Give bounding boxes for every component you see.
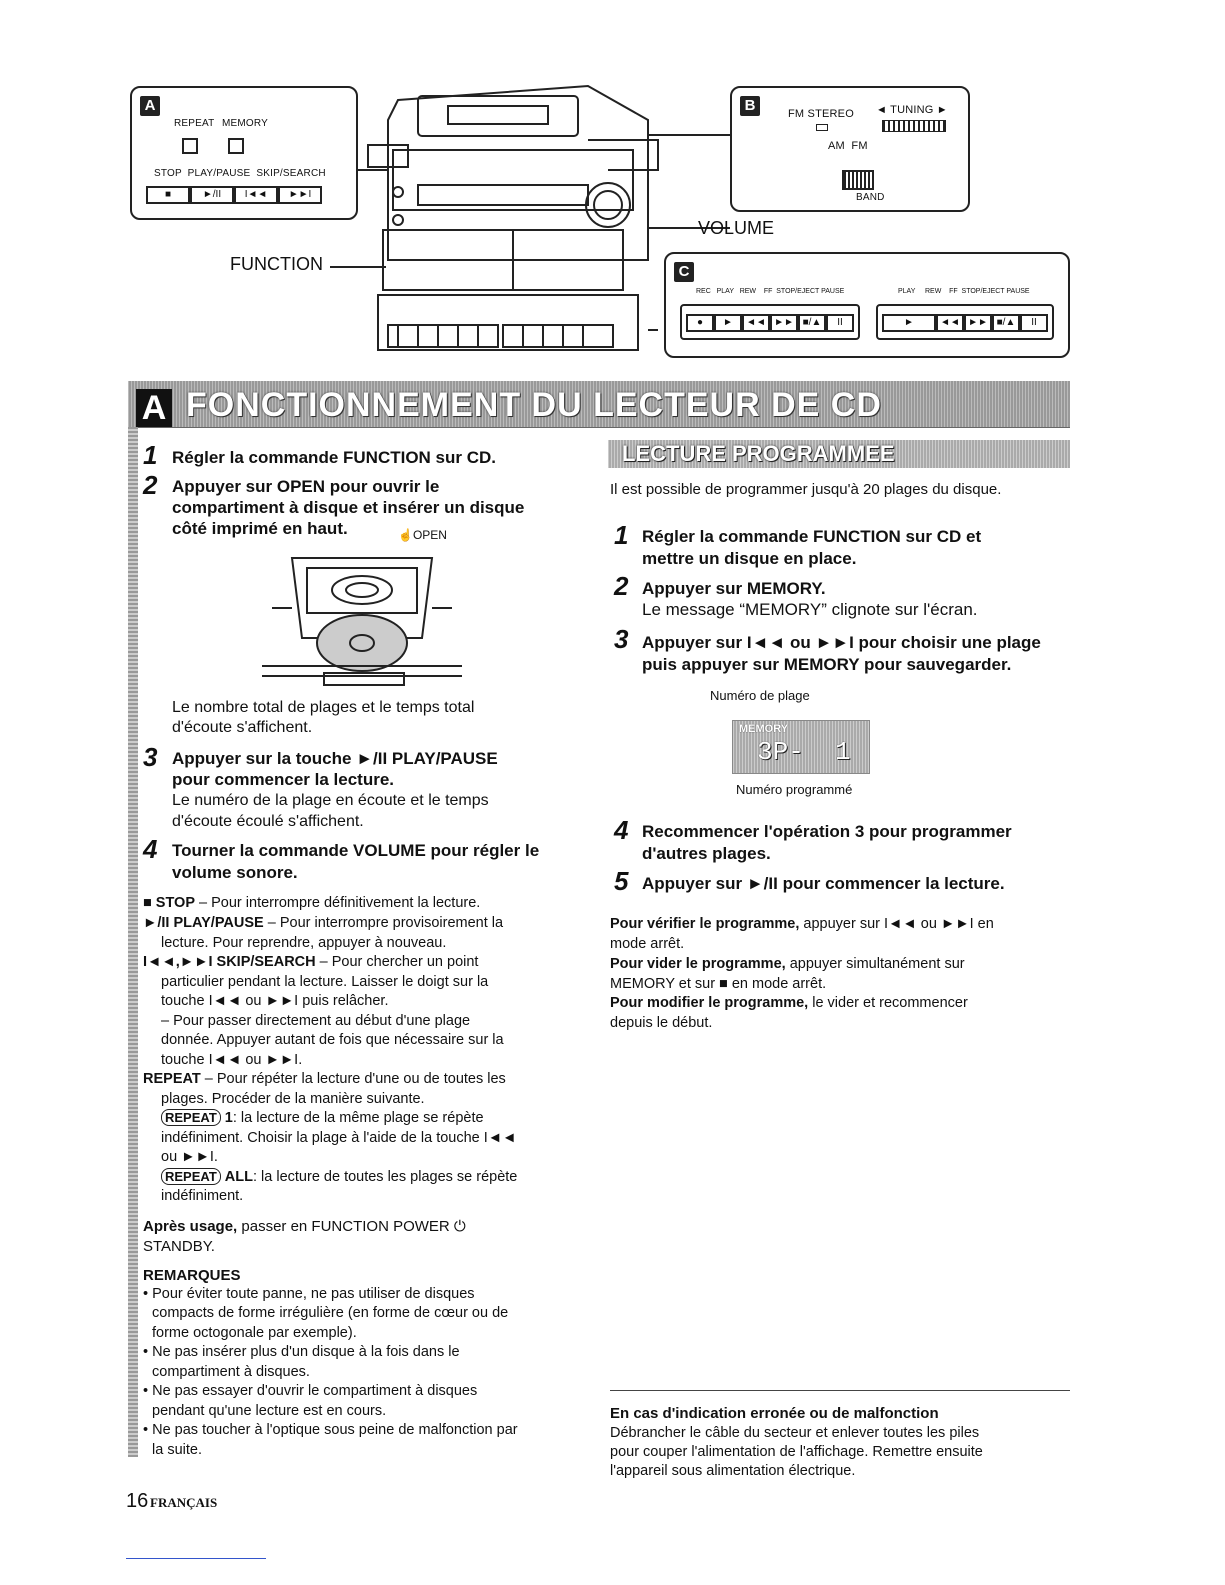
remark1-line1: • Pour éviter toute panne, ne pas utiliser de disques	[143, 1286, 475, 1302]
function-label: FUNCTION	[230, 254, 323, 274]
prog-step1-number: 1	[614, 520, 629, 550]
clear-text: appuyer simultanément sur	[785, 956, 965, 972]
program-intro: Il est possible de programmer jusqu'à 20 plages du disque.	[610, 481, 1002, 498]
verify-text: appuyer sur I◄◄ ou ►►I en	[799, 916, 994, 932]
am-fm-label: AM FM	[828, 140, 868, 152]
modify-text: le vider et recommencer	[808, 995, 968, 1011]
modify-line2: depuis le début.	[610, 1015, 713, 1031]
prog-step4-line1: Recommencer l'opération 3 pour programmer	[642, 822, 1012, 841]
repeat-key-name: REPEAT	[143, 1071, 201, 1087]
panel-a	[130, 86, 358, 220]
cd-keys-labels: STOP PLAY/PAUSE SKIP/SEARCH	[154, 168, 326, 179]
section-header	[128, 381, 1070, 428]
left-margin-bar	[128, 427, 138, 1457]
sub-header-title: LECTURE PROGRAMMEE	[622, 441, 895, 466]
repeatall-desc	[161, 1168, 517, 1187]
deck2-ff-key: ►►	[964, 314, 992, 332]
tuning-knob-icon	[882, 120, 946, 132]
remark4-line1: • Ne pas toucher à l'optique sous peine de malfonction par	[143, 1422, 518, 1438]
deck2-pause-key: II	[1020, 314, 1048, 332]
step1-text: Régler la commande FUNCTION sur CD.	[172, 448, 497, 467]
total-info-line1: Le nombre total de plages et le temps total	[172, 699, 475, 716]
step3-line1: Appuyer sur la touche ►/II PLAY/PAUSE	[172, 749, 498, 768]
prog-step3-number: 3	[614, 624, 629, 654]
prog-step5-line1: Appuyer sur ►/II pour commencer la lecture.	[642, 874, 1005, 893]
prog-step2-line1: Appuyer sur MEMORY.	[642, 579, 826, 598]
footer-rule	[126, 1558, 266, 1559]
step2-line1: Appuyer sur OPEN pour ouvrir le	[172, 477, 440, 496]
skip-back-key: I◄◄	[234, 186, 278, 204]
after-use	[143, 1217, 466, 1236]
deck1-rew-key: ◄◄	[742, 314, 770, 332]
prog-step3-line1: Appuyer sur I◄◄ ou ►►I pour choisir une plage	[642, 633, 1041, 652]
verify-desc	[610, 915, 994, 934]
deck2-stop-eject-key: ■/▲	[992, 314, 1020, 332]
remark4-line2: la suite.	[152, 1442, 202, 1458]
tuning-label: ◄ TUNING ►	[876, 104, 948, 116]
repeat-desc	[143, 1070, 506, 1089]
band-label: BAND	[856, 192, 885, 203]
page-number: 16	[126, 1490, 149, 1512]
prog-step1-line1: Régler la commande FUNCTION sur CD et	[642, 527, 982, 546]
prog-step5-number: 5	[614, 866, 629, 896]
step4-number: 4	[143, 834, 158, 864]
device-diagram	[128, 80, 1073, 380]
panel-c-label: C	[674, 262, 694, 282]
deck1-play-key: ►	[714, 314, 742, 332]
section-letter: A	[136, 389, 172, 427]
skip-forward-key: ►►I	[278, 186, 322, 204]
prog-step2-number: 2	[614, 571, 629, 601]
remark2-line2: compartiment à disques.	[152, 1364, 310, 1380]
pp-line2: lecture. Pour reprendre, appuyer à nouveau.	[161, 935, 447, 951]
display-top-caption: Numéro de plage	[710, 688, 810, 703]
step3-line2: pour commencer la lecture.	[172, 770, 395, 789]
prog-step4-line2: d'autres plages.	[642, 844, 771, 863]
remark1-line2: compacts de forme irrégulière (en forme de cœur ou de	[152, 1305, 509, 1321]
play-pause-key: ►/II	[190, 186, 234, 204]
step2-number: 2	[143, 470, 158, 500]
stop-desc	[143, 894, 480, 913]
step3-number: 3	[143, 742, 158, 772]
cd-keys-row	[146, 184, 346, 204]
panel-a-label: A	[140, 96, 160, 116]
section-title: FONCTIONNEMENT DU LECTEUR DE CD	[186, 386, 882, 424]
remark1-line3: forme octogonale par exemple).	[152, 1325, 357, 1341]
error-line2: pour couper l'alimentation de l'affichage. Remettre ensuite	[610, 1444, 983, 1460]
deck2-keys	[876, 304, 1054, 340]
fm-stereo-indicator-icon	[816, 124, 828, 131]
repeat-label: REPEAT	[174, 118, 215, 129]
repeat-button-icon	[182, 138, 198, 154]
prog-step1-line2: mettre un disque en place.	[642, 549, 857, 568]
error-divider	[610, 1390, 1070, 1391]
step4-line1: Tourner la commande VOLUME pour régler le	[172, 841, 540, 860]
open-text: OPEN	[412, 528, 447, 542]
after-use-text: passer en FUNCTION POWER ⏻	[237, 1218, 466, 1235]
repeat1-line3: ou ►►I.	[161, 1149, 218, 1165]
volume-label: VOLUME	[698, 218, 775, 238]
remarks-title: REMARQUES	[143, 1267, 241, 1284]
step4-line2: volume sonore.	[172, 863, 298, 882]
panel-b-label: B	[740, 96, 760, 116]
panel-c	[664, 252, 1070, 358]
repeat-text: – Pour répéter la lecture d'une ou de toutes les	[200, 1071, 506, 1087]
repeat-badge-1: REPEAT	[161, 1109, 221, 1126]
skip-line3: touche I◄◄ ou ►►I puis relâcher.	[161, 993, 389, 1009]
verify-line2: mode arrêt.	[610, 936, 685, 952]
repeatall-mode: ALL	[224, 1169, 253, 1185]
skip-line5: donnée. Appuyer autant de fois que nécessaire sur la	[161, 1032, 504, 1048]
sub-header	[608, 440, 1070, 468]
verify-bold: Pour vérifier le programme,	[610, 916, 800, 932]
clear-line2: MEMORY et sur ■ en mode arrêt.	[610, 976, 827, 992]
function-leader-line	[330, 266, 386, 268]
deck2-play-key: ►	[882, 314, 936, 332]
skip-line6: touche I◄◄ ou ►►I.	[161, 1052, 303, 1068]
step1-number: 1	[143, 440, 158, 470]
after-use-bold: Après usage,	[143, 1218, 238, 1235]
disc-tray-illustration	[262, 548, 462, 693]
clear-desc	[610, 955, 965, 974]
error-line1: Débrancher le câble du secteur et enlever toutes les piles	[610, 1425, 980, 1441]
step2-line2: compartiment à disque et insérer un disque	[172, 498, 525, 517]
pp-key-name: ►/II PLAY/PAUSE	[143, 915, 264, 931]
memory-label: MEMORY	[222, 118, 269, 129]
clear-bold: Pour vider le programme,	[610, 956, 786, 972]
lcd-memory: MEMORY	[739, 723, 789, 735]
deck1-pause-key: II	[826, 314, 854, 332]
deck1-keys	[680, 304, 860, 340]
band-switch-icon	[842, 170, 874, 190]
lcd-value: 3P- 1	[757, 737, 851, 767]
pp-text: – Pour interrompre provisoirement la	[263, 915, 504, 931]
repeatall-line2: indéfiniment.	[161, 1188, 244, 1204]
step3-body2: d'écoute écoulé s'affichent.	[172, 813, 364, 830]
open-hand-icon: ☝	[398, 528, 413, 542]
repeatall-text: : la lecture de toutes les plages se répète	[252, 1169, 518, 1185]
lcd-display	[732, 720, 870, 774]
repeat1-line2: indéfiniment. Choisir la plage à l'aide de la touche I◄◄	[161, 1130, 517, 1146]
open-label	[398, 528, 447, 542]
step3-body1: Le numéro de la plage en écoute et le temps	[172, 792, 489, 809]
skip-desc	[143, 953, 478, 972]
skip-key-name: I◄◄,►►I SKIP/SEARCH	[143, 954, 316, 970]
repeat1-desc	[161, 1109, 484, 1128]
stop-text: – Pour interrompre définitivement la lecture.	[195, 895, 481, 911]
deck2-rew-key: ◄◄	[936, 314, 964, 332]
skip-line4: – Pour passer directement au début d'une plage	[161, 1013, 471, 1029]
memory-button-icon	[228, 138, 244, 154]
repeat1-text: : la lecture de la même plage se répète	[232, 1110, 484, 1126]
modify-bold: Pour modifier le programme,	[610, 995, 809, 1011]
step2-line3: côté imprimé en haut.	[172, 519, 348, 538]
prog-step2-line2: Le message “MEMORY” clignote sur l'écran.	[642, 600, 978, 619]
panel-b	[730, 86, 970, 212]
rec-key: ●	[686, 314, 714, 332]
page-language: FRANÇAIS	[150, 1495, 218, 1510]
error-line3: l'appareil sous alimentation électrique.	[610, 1463, 856, 1479]
deck1-labels: REC PLAY REW FF STOP/EJECT PAUSE	[696, 288, 845, 295]
fm-stereo-label: FM STEREO	[788, 108, 854, 120]
stop-key: ■	[146, 186, 190, 204]
total-info-line2: d'écoute s'affichent.	[172, 719, 313, 736]
skip-line2: particulier pendant la lecture. Laisser le doigt sur la	[161, 974, 489, 990]
deck2-labels: PLAY REW FF STOP/EJECT PAUSE	[898, 288, 1030, 295]
stop-key-name: ■ STOP	[143, 895, 196, 911]
play-pause-desc	[143, 914, 503, 933]
modify-desc	[610, 994, 968, 1013]
prog-step4-number: 4	[614, 815, 629, 845]
skip-text: – Pour chercher un point	[315, 954, 479, 970]
remark3-line2: pendant qu'une lecture est en cours.	[152, 1403, 387, 1419]
error-title: En cas d'indication erronée ou de malfonction	[610, 1405, 939, 1422]
repeat-badge-all: REPEAT	[161, 1168, 221, 1185]
prog-step3-line2: puis appuyer sur MEMORY pour sauvegarder.	[642, 655, 1012, 674]
deck1-ff-key: ►►	[770, 314, 798, 332]
repeat-line2: plages. Procéder de la manière suivante.	[161, 1091, 425, 1107]
remark2-line1: • Ne pas insérer plus d'un disque à la fois dans le	[143, 1344, 460, 1360]
after-use-line2: STANDBY.	[143, 1238, 215, 1255]
repeat1-mode: 1	[224, 1110, 233, 1126]
deck1-stop-eject-key: ■/▲	[798, 314, 826, 332]
remark3-line1: • Ne pas essayer d'ouvrir le compartiment à disques	[143, 1383, 478, 1399]
display-bottom-caption: Numéro programmé	[736, 782, 853, 797]
